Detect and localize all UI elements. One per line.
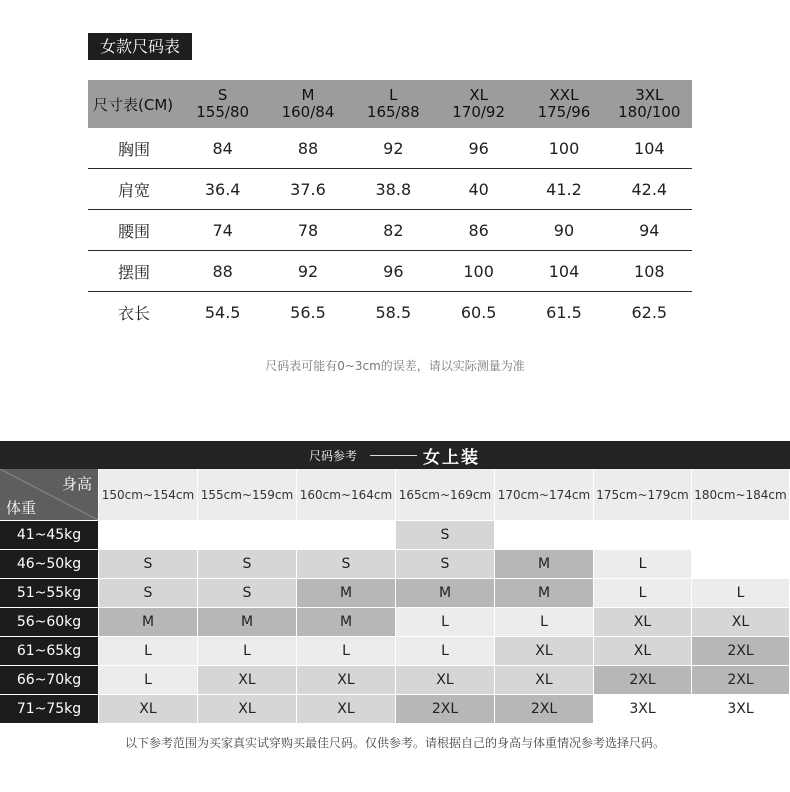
- size-chart-title: 女款尺码表: [88, 33, 192, 60]
- weight-row-label: 66~70kg: [0, 666, 98, 694]
- size-column-header: [521, 80, 606, 128]
- corner-height-label: 身高: [61, 475, 92, 493]
- measurement-value: 92: [383, 138, 404, 158]
- size-recommendation-cell: 3XL: [594, 695, 691, 723]
- size-recommendation-cell: XL: [99, 695, 197, 723]
- size-chart-header: [88, 80, 692, 128]
- reference-banner: [0, 441, 790, 469]
- size-recommendation-cell: L: [692, 579, 789, 607]
- measurement-value: 104: [634, 138, 665, 158]
- size-recommendation-cell: 2XL: [692, 637, 789, 665]
- measurement-value: 60.5: [460, 303, 497, 322]
- size-chart-row: [88, 169, 692, 210]
- measurement-value: 88: [297, 138, 319, 158]
- size-recommendation-cell: [198, 521, 296, 549]
- size-column-header: [351, 80, 436, 128]
- weight-row-label: 61~65kg: [0, 637, 98, 665]
- size-recommendation-cell: L: [594, 579, 691, 607]
- size-column-header: [265, 80, 350, 128]
- measurement-value: 61.5: [546, 303, 582, 322]
- measurement-value: 40: [468, 179, 489, 199]
- reference-note: 以下参考范围为买家真实试穿购买最佳尺码。仅供参考。请根据自己的身高与体重情况参考选择尺码。: [124, 736, 665, 750]
- weight-row-label: 46~50kg: [0, 550, 98, 578]
- measurement-value: 42.4: [631, 179, 668, 199]
- measurement-value: 96: [468, 138, 489, 158]
- size-recommendation-cell: 2XL: [495, 695, 593, 723]
- measurement-value: 104: [548, 261, 580, 281]
- size-label: XXL: [549, 86, 579, 104]
- reference-corner: [0, 469, 98, 520]
- size-spec: 170/92: [452, 103, 506, 121]
- weight-row-label: 56~60kg: [0, 608, 98, 636]
- weight-row-label: 71~75kg: [0, 695, 98, 723]
- size-chart-row: [88, 128, 692, 169]
- size-recommendation-cell: XL: [594, 608, 691, 636]
- size-recommendation-cell: 2XL: [396, 695, 494, 723]
- measurement-value: 96: [383, 261, 404, 281]
- weight-row-label: 51~55kg: [0, 579, 98, 607]
- size-recommendation-cell: S: [99, 579, 197, 607]
- size-label: S: [217, 86, 228, 104]
- measurement-value: 108: [634, 261, 665, 281]
- measurement-label: 摆围: [117, 262, 150, 282]
- size-recommendation-cell: S: [396, 521, 494, 549]
- size-recommendation-cell: M: [99, 608, 197, 636]
- measurement-value: 37.6: [290, 179, 326, 199]
- corner-weight-label: 体重: [6, 499, 37, 517]
- measurement-value: 100: [548, 138, 580, 158]
- measurement-label: 腰围: [117, 221, 150, 241]
- size-spec: 160/84: [281, 103, 335, 121]
- size-recommendation-cell: L: [99, 637, 197, 665]
- reference-banner-title: 女上装: [423, 448, 480, 468]
- size-recommendation-cell: XL: [495, 637, 593, 665]
- size-label: XL: [469, 86, 488, 104]
- measurement-label: 胸围: [117, 139, 150, 159]
- size-column-header: [436, 80, 521, 128]
- size-recommendation-cell: 2XL: [692, 666, 789, 694]
- size-recommendation-cell: L: [99, 666, 197, 694]
- measurement-value: 41.2: [546, 179, 582, 199]
- measurement-value: 90: [553, 220, 575, 240]
- size-recommendation-cell: 3XL: [692, 695, 789, 723]
- size-recommendation-cell: L: [594, 550, 691, 578]
- height-header: 150cm~154cm: [99, 469, 197, 520]
- height-header: 170cm~174cm: [495, 469, 593, 520]
- size-recommendation-cell: S: [198, 550, 296, 578]
- size-recommendation-cell: [692, 521, 789, 549]
- size-recommendation-cell: M: [495, 579, 593, 607]
- measurement-value: 62.5: [631, 303, 668, 322]
- size-chart-row: [88, 210, 692, 251]
- reference-grid: [0, 469, 790, 723]
- size-recommendation-cell: [99, 521, 197, 549]
- size-recommendation-cell: 2XL: [594, 666, 691, 694]
- size-recommendation-cell: L: [495, 608, 593, 636]
- size-recommendation-cell: XL: [297, 695, 395, 723]
- size-recommendation-cell: [495, 521, 593, 549]
- size-column-header: [180, 80, 265, 128]
- size-spec: 155/80: [196, 103, 250, 121]
- size-recommendation-cell: L: [198, 637, 296, 665]
- measurement-value: 100: [463, 261, 494, 281]
- measurement-value: 84: [212, 138, 233, 158]
- measurement-label: 肩宽: [117, 180, 150, 200]
- banner-divider: [370, 455, 417, 456]
- measurement-value: 86: [468, 220, 489, 240]
- reference-banner-sub: 尺码参考: [309, 449, 358, 463]
- size-label: L: [389, 86, 398, 104]
- size-recommendation-cell: [692, 550, 789, 578]
- measurement-value: 74: [212, 220, 233, 240]
- size-recommendation-cell: L: [297, 637, 395, 665]
- measurement-value: 88: [212, 261, 233, 281]
- size-recommendation-cell: S: [99, 550, 197, 578]
- height-header: 155cm~159cm: [198, 469, 296, 520]
- measurement-label: 衣长: [117, 304, 150, 323]
- size-chart-corner-label: 尺寸表(CM): [93, 95, 174, 114]
- size-chart-row: [88, 251, 692, 292]
- size-recommendation-cell: M: [396, 579, 494, 607]
- size-recommendation-cell: M: [297, 608, 395, 636]
- measurement-value: 94: [639, 220, 660, 240]
- measurement-value: 38.8: [375, 179, 412, 199]
- size-recommendation-cell: XL: [495, 666, 593, 694]
- size-column-header: [607, 80, 692, 128]
- height-header: 165cm~169cm: [396, 469, 494, 520]
- measurement-value: 54.5: [204, 303, 241, 322]
- weight-row-label: 41~45kg: [0, 521, 98, 549]
- size-chart-note: 尺码表可能有0~3cm的误差，请以实际测量为准: [265, 359, 525, 373]
- size-recommendation-cell: XL: [297, 666, 395, 694]
- size-recommendation-cell: XL: [396, 666, 494, 694]
- size-label: M: [301, 86, 315, 104]
- size-recommendation-cell: [297, 521, 395, 549]
- size-recommendation-cell: XL: [594, 637, 691, 665]
- size-spec: 175/96: [537, 103, 591, 121]
- size-recommendation-cell: XL: [692, 608, 789, 636]
- size-recommendation-cell: XL: [198, 666, 296, 694]
- measurement-value: 56.5: [290, 303, 326, 322]
- size-recommendation-cell: XL: [198, 695, 296, 723]
- size-recommendation-cell: M: [198, 608, 296, 636]
- measurement-value: 58.5: [375, 303, 412, 322]
- size-spec: 165/88: [366, 103, 420, 121]
- measurement-value: 92: [297, 261, 319, 281]
- height-header: 160cm~164cm: [297, 469, 395, 520]
- size-recommendation-cell: S: [198, 579, 296, 607]
- height-header: 175cm~179cm: [594, 469, 691, 520]
- size-chart-row: [88, 292, 692, 333]
- size-spec: 180/100: [618, 103, 681, 121]
- measurement-value: 82: [383, 220, 404, 240]
- size-chart-table: [88, 80, 692, 333]
- size-recommendation-cell: M: [297, 579, 395, 607]
- size-recommendation-cell: S: [297, 550, 395, 578]
- size-recommendation-cell: L: [396, 637, 494, 665]
- size-label: 3XL: [635, 86, 664, 104]
- size-recommendation-cell: M: [495, 550, 593, 578]
- size-recommendation-cell: S: [396, 550, 494, 578]
- measurement-value: 36.4: [204, 179, 241, 199]
- height-header: 180cm~184cm: [692, 469, 789, 520]
- size-recommendation-cell: [594, 521, 691, 549]
- size-recommendation-cell: L: [396, 608, 494, 636]
- measurement-value: 78: [297, 220, 319, 240]
